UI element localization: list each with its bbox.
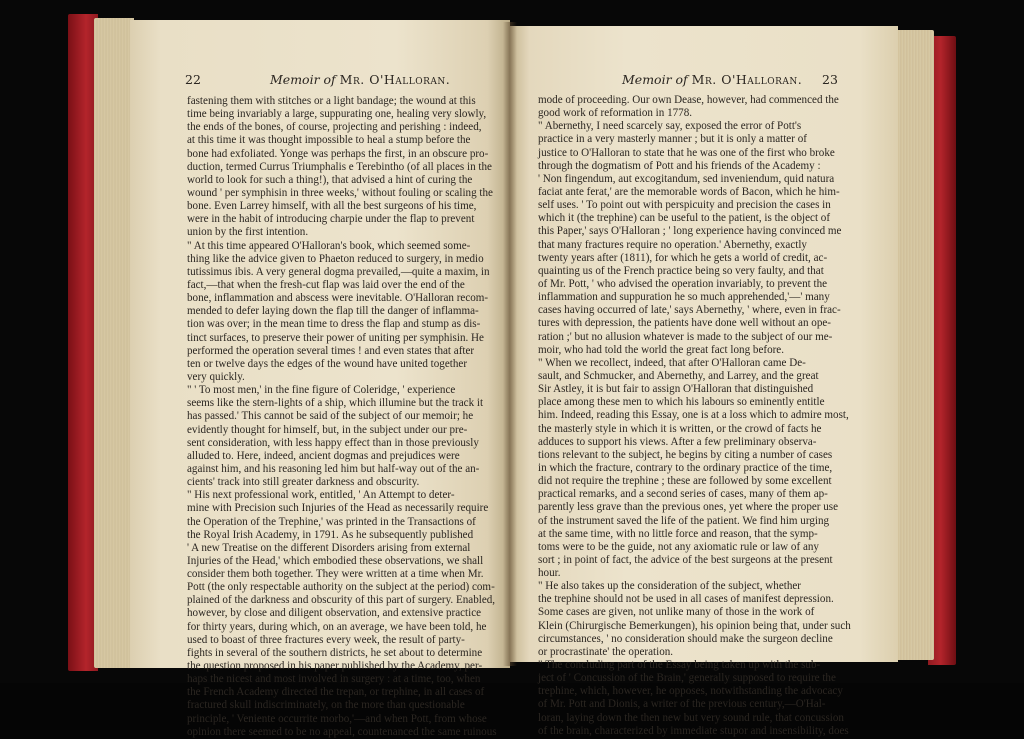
text-line: at this time it was thought impossible to heal a stump before the xyxy=(187,134,471,147)
right-page xyxy=(510,26,898,737)
text-line: circumstances, ' no consideration should make the surgeon decline xyxy=(538,632,833,645)
text-line: sent consideration, with less happy effect than in those previously xyxy=(187,436,479,449)
running-head-name: Mr. O'Halloran. xyxy=(339,72,451,87)
text-line: fact,—that when the fresh-cut flap was laid over the end of the xyxy=(187,278,465,291)
text-line: ' A new Treatise on the different Disorders arising from external xyxy=(187,541,471,554)
text-line: which it (the trephine) can be useful to the patient, is the object of xyxy=(538,212,831,225)
text-line: inflammation and suppuration he so much apprehended,'—' many xyxy=(538,291,830,304)
text-line: toms were to be the guide, not any axiomatic rule or law of any xyxy=(538,540,819,553)
text-line: did not require the trephine ; these are followed by some excellent xyxy=(538,475,832,488)
text-line: hour. xyxy=(538,567,561,580)
text-line: bone had exfoliated. Yonge was perhaps the first, in an obscure pro- xyxy=(187,147,489,160)
text-line: time being invariably a large, suppurating one, healing very slowly, xyxy=(187,108,487,121)
text-line: the question proposed in his paper published by the Academy, per- xyxy=(187,660,483,673)
text-line: tion was over; in the mean time to dress the flap and stump as dis- xyxy=(187,318,481,331)
text-line: the masterly style in which it is written, or the crowd of facts he xyxy=(538,422,822,435)
text-line: at the same time, with no little force and reason, that the symp- xyxy=(538,527,818,540)
text-line: Sir Astley, it is but fair to assign O'Halloran that distinguished xyxy=(538,383,814,396)
text-line: ten or twelve days the edges of the wound have united together xyxy=(187,357,468,370)
running-head xyxy=(622,72,802,87)
text-line: the ends of the bones, of course, projecting and perishing : indeed, xyxy=(187,121,482,134)
body-text xyxy=(538,94,851,738)
text-line: of the instrument saved the life of the patient. We find him urging xyxy=(538,514,830,527)
text-line: in which the fracture, contrary to the ordinary practice of the time, xyxy=(538,461,833,474)
text-line: has passed.' This cannot be said of the subject of our memoir; he xyxy=(187,410,474,423)
running-head-name: Mr. O'Halloran. xyxy=(691,72,803,87)
text-line: Klein (Chirurgische Bemerkungen), his opinion being that, under such xyxy=(538,619,851,632)
page-number: 22 xyxy=(185,72,201,87)
text-line: duction, termed Currus Triumphalis e Terebintho (of all places in the xyxy=(187,160,492,173)
text-line: or procrastinate' the operation. xyxy=(538,645,674,658)
text-line: sault, and Schmucker, and Abernethy, and Larrey, and the great xyxy=(538,369,819,382)
text-line: that many fractures require no operation.' Abernethy, exactly xyxy=(538,238,807,251)
text-line: for thirty years, during which, on an average, we have been told, he xyxy=(187,620,487,633)
running-head xyxy=(270,72,450,87)
book-gutter xyxy=(503,22,517,666)
text-line: wound ' per symphisin in three weeks,' without fouling or scaling the xyxy=(187,186,493,199)
text-line: through the dogmatism of Pott and his friends of the Academy : xyxy=(538,159,821,172)
text-line: justice to O'Halloran to state that he was one of the first who broke xyxy=(538,146,835,159)
text-line: fractured skull indiscriminately, on the more than questionable xyxy=(187,699,465,712)
text-line: the French Academy directed the trepan, or trephine, in all cases of xyxy=(187,686,485,699)
text-line: " He also takes up the consideration of the subject, whether xyxy=(538,580,801,593)
text-line: Pott (the only respectable authority on the subject at the period) com- xyxy=(187,581,495,594)
page-number: 23 xyxy=(822,72,838,87)
text-line: loran, laying down the then new but very sound rule, that concussion xyxy=(538,711,844,724)
text-line: " At this time appeared O'Halloran's book, which seemed some- xyxy=(187,239,471,252)
text-line: quainting us of the French practice being so very faulty, and that xyxy=(538,264,824,277)
text-line: plained of the darkness and obscurity of this part of surgery. Enabled, xyxy=(187,594,496,607)
text-line: thing like the advice given to Phaeton reduced to surgery, in medio xyxy=(187,252,484,265)
text-line: practical remarks, and a second series of cases, many of them ap- xyxy=(538,488,828,501)
left-page-edges xyxy=(94,18,134,668)
text-line: Some cases are given, not unlike many of those in the work of xyxy=(538,606,815,619)
text-line: seems like the stern-lights of a ship, which illumine but the track it xyxy=(187,397,484,410)
text-line: moir, who had told the world the great fact long before. xyxy=(538,343,785,356)
text-line: " ' To most men,' in the fine figure of Coleridge, ' experience xyxy=(187,384,456,397)
text-line: good work of reformation in 1778. xyxy=(538,107,693,120)
text-line: mine with Precision such Injuries of the Head as necessarily require xyxy=(187,502,489,515)
text-line: ject of ' Concussion of the Brain,' generally supposed to require the xyxy=(538,672,836,685)
text-line: practice in a very masterly manner ; but it is only a matter of xyxy=(538,133,807,146)
text-line: sort ; in point of fact, the advice of the best surgeons at the present xyxy=(538,553,833,566)
text-line: of Mr. Pott, ' who advised the operation invariably, to prevent the xyxy=(538,277,828,290)
text-line: this Paper,' says O'Halloran ; ' long experience having convinced me xyxy=(538,225,842,238)
left-page xyxy=(130,20,510,738)
text-line: faciat ante ferat,' are the memorable words of Bacon, which he him- xyxy=(538,185,840,198)
text-line: the trephine should not be used in all cases of manifest depression. xyxy=(538,593,834,606)
body-text xyxy=(187,95,497,739)
text-line: " The concluding part of the Essay being taken up with the sub- xyxy=(538,659,821,672)
text-line: place among these men to which his labours so eminently entitle xyxy=(538,396,825,409)
text-line: him. Indeed, reading this Essay, one is at a loss which to admire most, xyxy=(538,409,849,422)
text-line: cases having occurred of late,' says Abernethy, ' where, even in frac- xyxy=(538,304,841,317)
text-line: evidently thought for himself, but, in the subject under our pre- xyxy=(187,423,468,436)
text-line: Injuries of the Head,' which embodied these observations, we shall xyxy=(187,554,484,567)
text-line: the Royal Irish Academy, in 1791. As he subsequently published xyxy=(187,528,474,541)
text-line: " When we recollect, indeed, that after O'Halloran came De- xyxy=(538,356,806,369)
text-line: the Operation of the Trephine,' was printed in the Transactions of xyxy=(187,515,476,528)
text-line: tions relevant to the subject, he begins by citing a number of cases xyxy=(538,448,833,461)
text-line: principle, ' Veniente occurrite morbo,'—and when Pott, from whose xyxy=(187,712,487,725)
text-line: tures with depression, the patients have done well without an ope- xyxy=(538,317,831,330)
text-line: ' Non fingendum, aut excogitandum, sed inveniendum, quid natura xyxy=(538,172,835,185)
text-line: consider them both together. They were written at a time when Mr. xyxy=(187,568,484,581)
text-line: parently less grave than the previous ones, yet where the proper use xyxy=(538,501,839,514)
text-line: adduces to support his views. After a few preliminary observa- xyxy=(538,435,817,448)
text-line: haps the nicest and most involved in surgery : at a time, too, when xyxy=(187,673,481,686)
text-line: of Mr. Pott and Dionis, a writer of the previous century,—O'Hal- xyxy=(538,698,826,711)
text-line: fights in several of the southern districts, he set about to determine xyxy=(187,646,483,659)
text-line: self uses. ' To point out with perspicuity and precision the cases in xyxy=(538,199,831,212)
text-line: mode of proceeding. Our own Dease, however, had commenced the xyxy=(538,94,839,106)
text-line: trephine, which, however, he opposes, notwithstanding the advocacy xyxy=(538,685,843,698)
text-line: tutissimus ibis. A very general dogma prevailed,—quite a maxim, in xyxy=(187,265,490,278)
text-line: however, by close and diligent observation, and extensive practice xyxy=(187,607,482,620)
text-line: were in the habit of introducing charpie under the flap to prevent xyxy=(187,213,475,226)
running-head-prefix: Memoir of xyxy=(622,72,688,87)
text-line: bone, inflammation and abscess were inevitable. O'Halloran recom- xyxy=(187,292,489,305)
running-head-prefix: Memoir of xyxy=(270,72,336,87)
text-line: fastening them with stitches or a light bandage; the wound at this xyxy=(187,95,476,107)
text-line: of the brain, characterized by immediate stupor and insensibility, does xyxy=(538,724,849,737)
text-line: used to boast of three fractures every week, the result of party- xyxy=(187,633,465,646)
text-line: world to look for such a thing!), that advised a hint of curing the xyxy=(187,173,473,186)
text-line: very quickly. xyxy=(187,370,245,383)
text-line: alluded to. Here, indeed, ancient dogmas and prejudices were xyxy=(187,449,460,462)
text-line: " Abernethy, I need scarcely say, exposed the error of Pott's xyxy=(538,120,802,133)
text-line: ration ;' but no allusion whatever is made to the subject of our me- xyxy=(538,330,833,343)
text-line: opinion there seemed to be no appeal, countenanced the same ruinous xyxy=(187,725,497,738)
text-line: performed the operation several times ! and even states that after xyxy=(187,344,475,357)
text-line: mended to defer laying down the flap till the danger of inflamma- xyxy=(187,305,479,318)
text-line: against him, and his reasoning led him but half-way out of the an- xyxy=(187,462,480,475)
text-line: twenty years after (1811), for which he gets a world of credit, ac- xyxy=(538,251,828,264)
text-line: union by the first intention. xyxy=(187,226,309,239)
text-line: tinct surfaces, to preserve their power of uniting per symphisin. He xyxy=(187,331,484,344)
text-line: bone. Even Larrey himself, with all the best surgeons of his time, xyxy=(187,200,477,213)
right-page-edges xyxy=(892,30,934,660)
text-line: " His next professional work, entitled, ' An Attempt to deter- xyxy=(187,489,455,502)
text-line: cients' track into still greater darkness and obscurity. xyxy=(187,476,420,489)
